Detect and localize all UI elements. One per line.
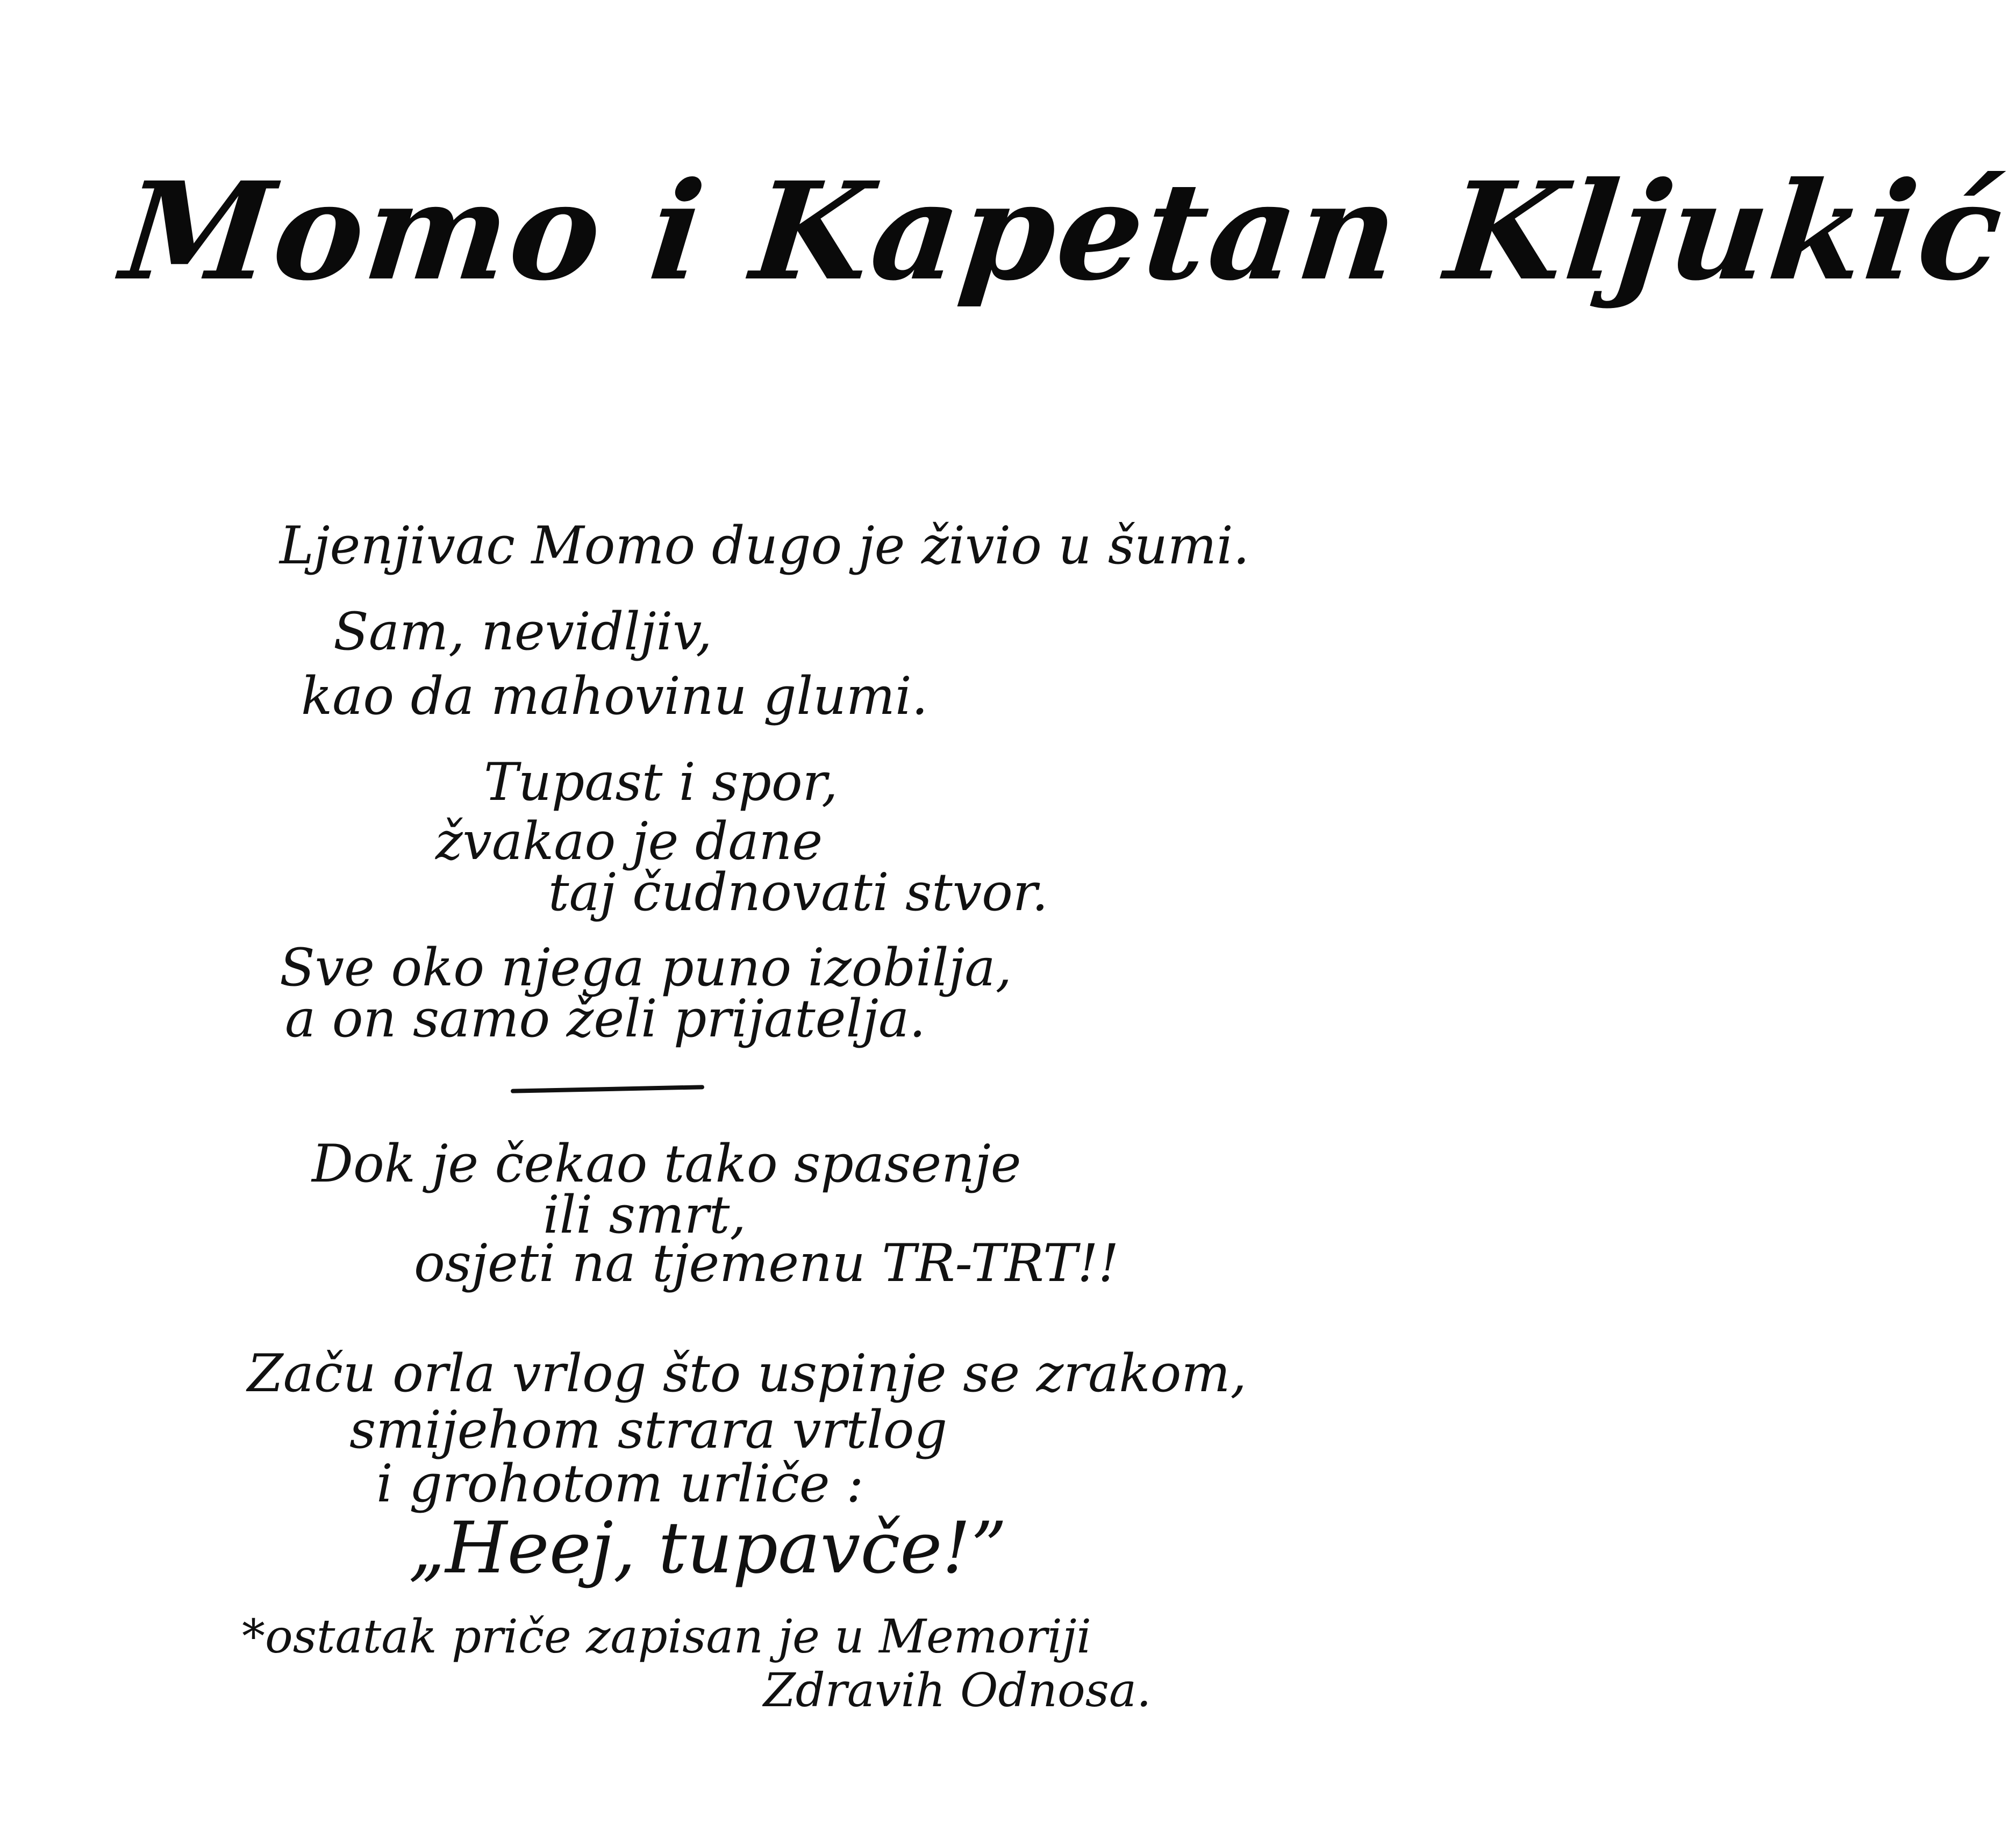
- stanza4-line2: ili smrt,: [543, 1185, 746, 1245]
- stanza3-line1: Sve oko njega puno izobilja,: [280, 938, 1012, 998]
- stanza2-line3: taj čudnovati stvor.: [548, 862, 1048, 922]
- footnote-line2: Zdravih Odnosa.: [763, 1664, 1152, 1718]
- stanza5-line1: Začu orla vrlog što uspinje se zrakom,: [247, 1343, 1247, 1404]
- footnote-line1: *ostatak priče zapisan je u Memoriji: [242, 1610, 1092, 1664]
- stanza5-line3: i grohotom urliče :: [376, 1454, 864, 1514]
- stanza2-line1: Tupast i spor,: [484, 752, 838, 812]
- poem-title: Momo i Kapetan Kljukić: [115, 152, 2012, 310]
- stanza1-line3: kao da mahovinu glumi.: [301, 666, 928, 726]
- section-divider: [511, 1085, 704, 1093]
- stanza4-line1: Dok je čekao tako spasenje: [312, 1134, 1021, 1194]
- stanza4-line3: osjeti na tjemenu TR-TRT!!: [414, 1233, 1119, 1293]
- stanza1-line1: Ljenjivac Momo dugo je živio u šumi.: [280, 516, 1250, 576]
- stanza2-line2: žvakao je dane: [435, 811, 823, 871]
- stanza5-exclamation: „Heej, tupavče!”: [409, 1507, 1007, 1590]
- stanza5-line2: smijehom strara vrtlog: [349, 1400, 948, 1460]
- stanza3-line2: a on samo želi prijatelja.: [285, 989, 926, 1049]
- stanza1-line2: Sam, nevidljiv,: [333, 602, 712, 662]
